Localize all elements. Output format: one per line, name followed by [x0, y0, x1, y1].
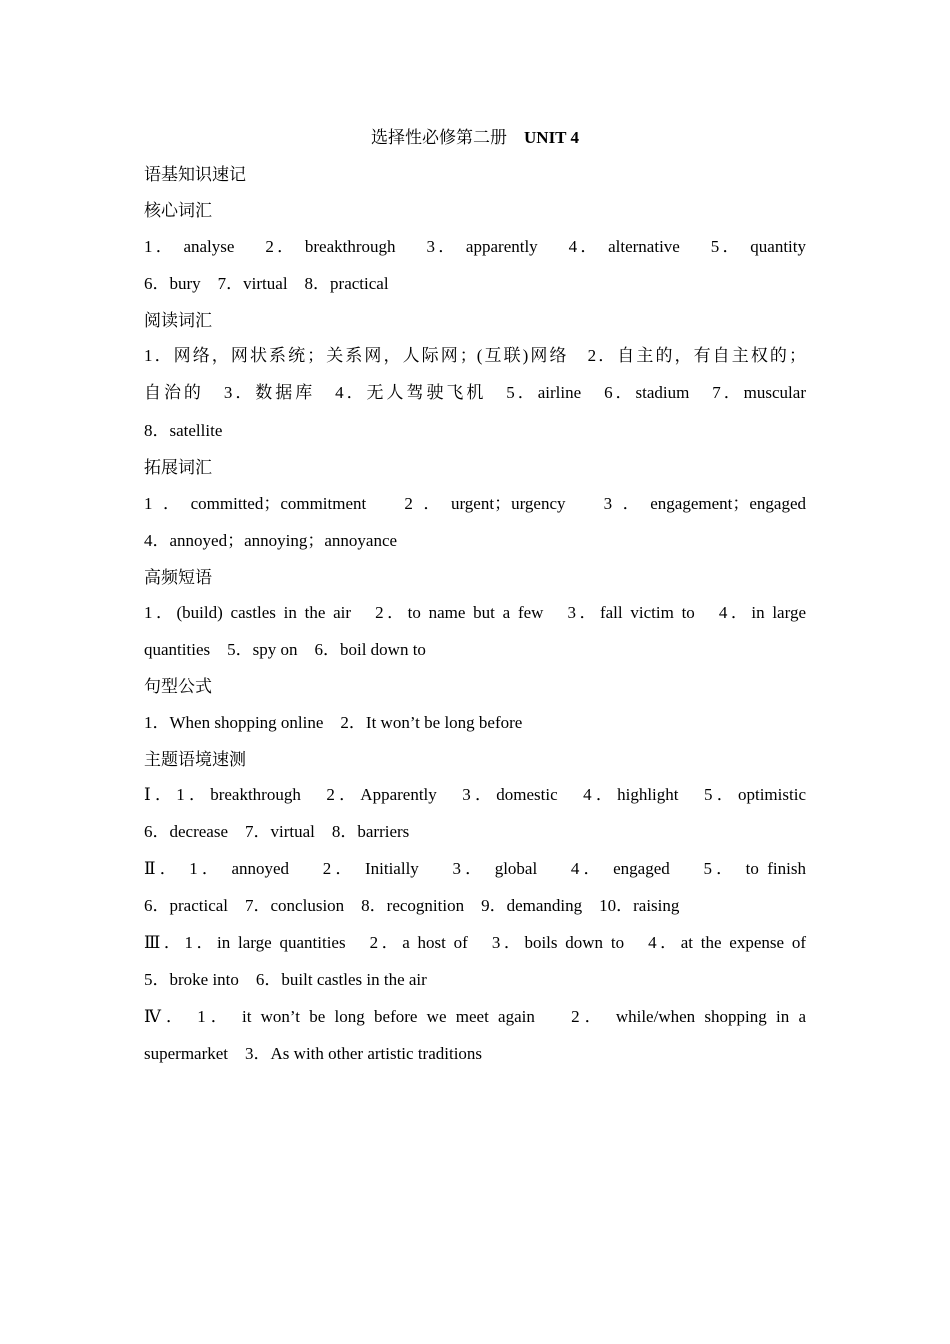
page-title: [144, 126, 806, 150]
context-part-3-line-1: Ⅲ．1．in large quantities 2．a host of 3．boils down to 4．at the expense of: [144, 933, 806, 952]
heading-extended-vocabulary: 拓展词汇: [144, 458, 212, 478]
heading-phrases: 高频短语: [144, 568, 212, 588]
title-unit: UNIT 4: [524, 128, 579, 147]
context-part-4-line-2: supermarket 3．As with other artistic traditions: [144, 1044, 483, 1063]
core-vocabulary-line-2: 6．bury 7．virtual 8．practical: [144, 274, 389, 293]
heading-basics: 语基知识速记: [144, 165, 246, 185]
heading-core-vocabulary: 核心词汇: [144, 201, 212, 221]
heading-reading-vocabulary: 阅读词汇: [144, 311, 212, 331]
core-vocabulary-line-1: 1． analyse 2． breakthrough 3． apparently 4． alternative 5． quantity: [144, 237, 806, 256]
reading-vocabulary-line-2: 自治的 3．数据库 4．无人驾驶飞机 5．airline 6．stadium 7．muscular: [144, 383, 806, 402]
phrases-line-2: quantities 5．spy on 6．boil down to: [144, 640, 426, 659]
extended-vocabulary-line-1: 1．committed；commitment 2．urgent；urgency 3．engagement；engaged: [144, 494, 806, 513]
extended-vocabulary-line-2: 4．annoyed；annoying；annoyance: [144, 531, 398, 550]
context-part-2-line-1: Ⅱ． 1． annoyed 2． Initially 3． global 4． engaged 5． to finish: [144, 859, 806, 878]
context-part-2-line-2: 6．practical 7．conclusion 8．recognition 9．demanding 10．raising: [144, 896, 680, 915]
context-part-4-line-1: Ⅳ． 1． it won’t be long before we meet again 2． while/when shopping in a: [144, 1007, 806, 1026]
sentence-patterns-line-1: 1．When shopping online 2．It won’t be long before: [144, 713, 523, 732]
context-part-1-line-2: 6．decrease 7．virtual 8．barriers: [144, 822, 410, 841]
phrases-line-1: 1．(build) castles in the air 2．to name but a few 3．fall victim to 4．in large: [144, 603, 806, 622]
reading-vocabulary-line-3: 8．satellite: [144, 421, 223, 440]
heading-sentence-patterns: 句型公式: [144, 677, 212, 697]
context-part-1-line-1: Ⅰ．1．breakthrough 2．Apparently 3．domestic 4．highlight 5．optimistic: [144, 785, 806, 804]
title-chinese: 选择性必修第二册: [371, 128, 508, 147]
reading-vocabulary-line-1: 1．网络，网状系统；关系网，人际网；(互联)网络 2．自主的，有自主权的；: [144, 346, 806, 365]
context-part-3-line-2: 5．broke into 6．built castles in the air: [144, 970, 427, 989]
heading-context-test: 主题语境速测: [144, 750, 246, 770]
